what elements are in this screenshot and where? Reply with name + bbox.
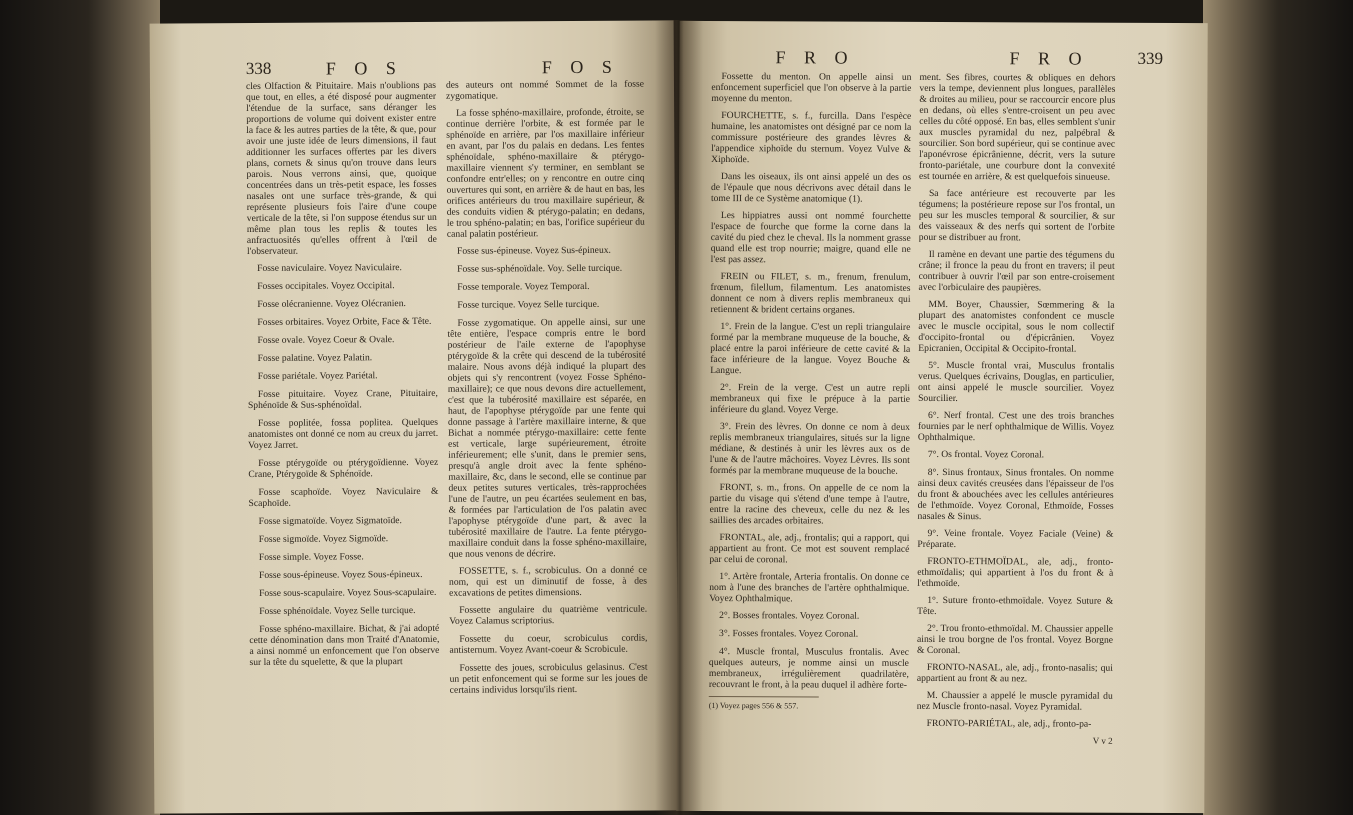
entry: FOURCHETTE, s. f., furcilla. Dans l'espèce humaine, les anatomistes ont désigné par ce nom la commissure postérieure des grandes lèvres & l'appendice xiphoïde du sternum. Voyez Vulve & Xiphoïde. xyxy=(711,110,912,166)
entry: 2°. Bosses frontales. Voyez Coronal. xyxy=(719,610,860,622)
left-page-number: 338 xyxy=(245,58,272,79)
entry: Fosse palatine. Voyez Palatin. xyxy=(257,352,373,364)
entry: Fosse turcique. Voyez Selle turcique. xyxy=(457,298,600,311)
entry: Fossette des joues, scrobiculus gelasinus. C'est un petit enfoncement qui se forme sur les joues de certains individus lorsqu'ils rient. xyxy=(449,661,648,696)
right-page xyxy=(676,21,1207,813)
entry: Fosse ptérygoïde ou ptérygoïdienne. Voyez Crane, Ptérygoïde & Sphénoïde. xyxy=(248,456,439,481)
entry: Fossette du coeur, scrobiculus cordis, antisternum. Voyez Avant-coeur & Scrobicule. xyxy=(449,632,648,656)
right-page-column-2 xyxy=(917,72,1116,747)
entry: Fosse sus-épineuse. Voyez Sus-épineux. xyxy=(456,244,611,257)
entry: FOSSETTE, s. f., scrobiculus. On a donné ce nom, qui est un diminutif de fosse, à des excavations de petites dimensions. xyxy=(448,564,648,599)
entry: Fosse temporale. Voyez Temporal. xyxy=(457,280,590,293)
left-running-head-left: F O S xyxy=(325,58,403,79)
entry: Fosse simple. Voyez Fosse. xyxy=(258,551,364,563)
entry: 9°. Veine frontale. Voyez Faciale (Veine) & Préparate. xyxy=(917,527,1114,551)
paragraph: MM. Boyer, Chaussier, Sœmmering & la plupart des anatomistes confondent ce muscle avec le muscle occipital, sous le nom collectif d'occipito-frontal ou d'épicrânien. Voyez Epicranien, Occipital & Occipito-frontal. xyxy=(918,298,1115,355)
paragraph: Sa face antérieure est recouverte par les tégumens; la postérieure repose sur l'os frontal, un peu sur les muscles temporal & sourcilier, & sur des vaisseaux & des nerfs qui sortent de l'orbite pour se distribuer au front. xyxy=(918,187,1115,244)
entry: Fosse zygomatique. On appelle ainsi, sur une tête entière, l'espace compris entre le bord postérieur de l'aile externe de l'apophyse ptérygoïde & la crête qui descend de la tubérosité malaire. Nous avons déjà indiqué la plupart des objets qui s'y rencontrent (voyez Fosse Sphéno-maxillaire); ce que nous devons dire actuellement, c'est que la tubérosité maxillaire est séparée, en haut, de l'apophyse ptérygoïde par une fente qui donne passage à l'artère maxillaire interne, & que Bichat a nommée ptérygo-maxillaire: cette fente est verticale, large supérieurement, étroite inférieurement; elle s'unit, dans le premier sens, presqu'à angle droit avec la fente sphéno-maxillaire, &c, dans le second, elle se continue par deux petites sutures verticales, très-rapprochées l'une de l'autre, un peu écartées seulement en bas, & formées par l'articulation de l'os palatin avec l'apophyse ptérygoïde d'une part, & avec la tubérosité maxillaire de l'autre. La fente ptérygo-maxillaire conduit dans la fosse sphéno-maxillaire, que nous venons de décrire. xyxy=(447,316,647,560)
paragraph: Il ramène en devant une partie des tégumens du crâne; il fronce la peau du front en travers; il peut contribuer à ouvrir l'œil par son entre-croisement avec l'orbiculaire des paupières. xyxy=(918,248,1115,294)
right-running-head-left: F R O xyxy=(775,47,855,68)
entry: 3°. Frein des lèvres. On donne ce nom à deux replis membraneux triangulaires, situés sur la ligne médiane, & destinés à unir les lèvres aux os de l'une & de l'autre mâchoires. Voyez Lèvres. Ils sont formés par la membrane muqueuse de la bouche. xyxy=(709,421,910,477)
paragraph: Les hippiatres aussi ont nommé fourchette l'espace de fourche que forme la corne dans la cavité du pied chez le cheval. Ils la nomment grasse quand elle est trop nourrie; maigre, quand elle ne l'est pas assez. xyxy=(710,210,911,266)
entry: Fosse sous-épineuse. Voyez Sous-épineux. xyxy=(258,568,423,581)
entry: Fosses occipitales. Voyez Occipital. xyxy=(257,280,395,292)
entry: FREIN ou FILET, s. m., frenum, frenulum, frœnum, filellum, filamentum. Les anatomistes donnent ce nom à divers replis membraneux qui retiennent & brident certains organes. xyxy=(710,271,911,316)
signature-mark: V v 2 xyxy=(1092,735,1113,746)
entry: Fosse sous-scapulaire. Voyez Sous-scapulaire. xyxy=(259,586,437,599)
entry: FRONTO-NASAL, ale, adj., fronto-nasalis; qui appartient au front & au nez. xyxy=(916,661,1113,685)
entry: Fosse scaphoïde. Voyez Naviculaire & Scaphoïde. xyxy=(248,485,439,510)
entry: Fosse poplitée, fossa poplitea. Quelques anatomistes ont donné ce nom au creux du jarret. Voyez Jarret. xyxy=(248,416,439,452)
entry: 5°. Muscle frontal vrai, Musculus frontalis verus. Quelques écrivains, Douglas, en particulier, ont ainsi appelé le muscle sourcilier. Voyez Sourcilier. xyxy=(918,359,1115,405)
left-page-column-1 xyxy=(246,80,440,674)
entry: Fosse sigmatoïde. Voyez Sigmatoïde. xyxy=(258,515,402,527)
paragraph: Dans les oiseaux, ils ont ainsi appelé un des os de l'épaule que nous décrivons avec détail dans le tome III de ce Système anatomique (1). xyxy=(710,171,912,205)
left-running-head-right: F O S xyxy=(541,56,619,78)
entry: FRONTO-ETHMOÏDAL, ale, adj., fronto-ethmoïdalis; qui appartient à l'os du front & à l'ethmoïde. xyxy=(917,555,1114,590)
entry: 7°. Os frontal. Voyez Coronal. xyxy=(927,448,1045,461)
entry: FRONTAL, ale, adj., frontalis; qui a rapport, qui appartient au front. Ce mot est souvent remplacé par celui de coronal. xyxy=(709,532,910,566)
right-page-stack xyxy=(1203,0,1353,815)
entry: 2°. Trou fronto-ethmoïdal. M. Chaussier appelle ainsi le trou borgne de l'os frontal. Voyez Borgne & Coronal. xyxy=(916,622,1114,657)
entry: Fosse sphéno-maxillaire. Bichat, & j'ai adopté cette dénomination dans mon Traité d'Anatomie, a ainsi nommé un enfoncement que l'on observe sur la tête du squelette, & que la plupart xyxy=(249,622,440,669)
entry: 4°. Muscle frontal, Musculus frontalis. Avec quelques auteurs, je nomme ainsi un muscle membraneux, irrégulièrement quadrilatère, recouvrant le front, à la peau duquel il adhère forte- xyxy=(708,646,909,691)
entry: 8°. Sinus frontaux, Sinus frontales. On nomme ainsi deux cavités creusées dans l'épaisseur de l'os du front & abouchées avec les cellules antérieures de l'ethmoïde. Voyez Coronal, Ethmoïde, Fosses nasales & Sinus. xyxy=(917,466,1114,523)
entry: FRONTO-PARIÉTAL, ale, adj., fronto-pa- xyxy=(926,717,1092,730)
paragraph: des auteurs ont nommé Sommet de la fosse zygomatique. xyxy=(445,78,645,102)
entry: Fossette du menton. On appelle ainsi un enfoncement superficiel que l'on observe à la partie moyenne du menton. xyxy=(711,71,912,105)
paragraph: cles Olfaction & Pituitaire. Mais n'oublions pas que tout, en elles, a été disposé pour augmenter l'étendue de la surface, sans déranger les proportions de volume qui doivent exister entre la face & les autres parties de la tête, & que, pour avoir une juste idée de leurs dimensions, il faut additionner les surfaces offertes par les divers plans, cornets & sinus qu'on trouve dans leurs parois. Nous verrons ainsi, que, quoique concentrées dans un très-petit espace, les fosses nasales ont une surface très-grande, & qui représente plusieurs fois l'aire d'une coupe verticale de la tête, si l'on suppose étendus sur un même plan tous les replis & toutes les anfractuosités qu'elles offrent à l'œil de l'observateur. xyxy=(245,79,437,258)
entry: 1°. Frein de la langue. C'est un repli triangulaire formé par la membrane muqueuse de la bouche, & placé entre la paroi inférieure de cette cavité & la face inférieure de la langue. Voyez Bouche & Langue. xyxy=(710,321,911,377)
entry: 1°. Suture fronto-ethmoïdale. Voyez Suture & Tête. xyxy=(917,594,1114,617)
entry: Fosse sus-sphénoïdale. Voy. Selle turcique. xyxy=(457,262,623,275)
paragraph: La fosse sphéno-maxillaire, profonde, étroite, se continue derrière l'orbite, & est formée par le sphénoïde en arrière, par l'os maxillaire inférieur en avant, par l'os du palais en dedans. Les fentes sphénoïdale, sphéno-maxillaire & ptérygo-maxillaire viennent s'y terminer, en semblant se confondre entr'elles; on y rencontre en outre cinq ouvertures qui sont, en arrière & de haut en bas, les orifices antérieurs du trou maxillaire supérieur, & des conduits vidien & ptérygo-palatin; en dedans, le trou sphéno-palatin; en bas, l'orifice supérieur du canal palatin postérieur. xyxy=(446,106,645,240)
entry: Fosse pariétale. Voyez Pariétal. xyxy=(257,370,378,382)
entry: Fosse olécranienne. Voyez Olécranien. xyxy=(257,298,406,310)
entry: Fosse ovale. Voyez Coeur & Ovale. xyxy=(257,334,395,346)
entry: 3°. Fosses frontales. Voyez Coronal. xyxy=(719,628,859,640)
left-page-stack xyxy=(0,0,160,815)
entry: M. Chaussier a appelé le muscle pyramidal du nez Muscle fronto-nasal. Voyez Pyramidal. xyxy=(916,689,1113,713)
paragraph: ment. Ses fibres, courtes & obliques en dehors vers la tempe, deviennent plus longues, parallèles & droites au milieu, pour se raccourcir encore plus en dedans, où elles s'entre-croisent un peu avec celles du côté opposé. En bas, elles semblent s'unir aux muscles pyramidal du nez, palpébral & sourcilier. Son bord supérieur, qui se continue avec l'aponévrose épicrânienne, décrit, vers la suture fronto-pariétale, une courbure dont la convexité est tournée en arrière, & est quelquefois sinueuse. xyxy=(919,71,1116,183)
entry: 1°. Artère frontale, Arteria frontalis. On donne ce nom à l'une des branches de l'artère ophthalmique. Voyez Ophthalmique. xyxy=(709,571,910,605)
entry: 6°. Nerf frontal. C'est une des trois branches fournies par le nerf ophthalmique de Willis. Voyez Ophthalmique. xyxy=(917,409,1115,444)
left-page-column-2 xyxy=(446,79,648,703)
entry: Fosse naviculaire. Voyez Naviculaire. xyxy=(257,262,402,274)
footnote: (1) Voyez pages 556 & 557. xyxy=(709,696,819,711)
right-running-head-right: F R O xyxy=(1009,48,1089,69)
entry: Fosse sphénoïdale. Voyez Selle turcique. xyxy=(259,604,416,617)
left-page xyxy=(150,20,679,813)
entry: FRONT, s. m., frons. On appelle de ce nom la partie du visage qui s'étend d'une tempe à l'autre, entre la racine des cheveux, celle du nez & les saillies des arcades orbitaires. xyxy=(709,482,910,527)
right-page-column-1 xyxy=(709,71,912,712)
entry: Fosse sigmoïde. Voyez Sigmoïde. xyxy=(258,533,389,545)
entry: Fosses orbitaires. Voyez Orbite, Face & Tête. xyxy=(257,315,432,328)
entry: 2°. Frein de la verge. C'est un autre repli membraneux qui fixe le prépuce à la partie inférieure du gland. Voyez Verge. xyxy=(710,382,911,416)
entry: Fosse pituitaire. Voyez Crane, Pituitaire, Sphénoïde & Sus-sphénoïdal. xyxy=(247,387,438,412)
entry: Fossette angulaire du quatrième ventricule. Voyez Calamus scriptorius. xyxy=(449,603,648,627)
right-page-number: 339 xyxy=(1137,48,1164,68)
